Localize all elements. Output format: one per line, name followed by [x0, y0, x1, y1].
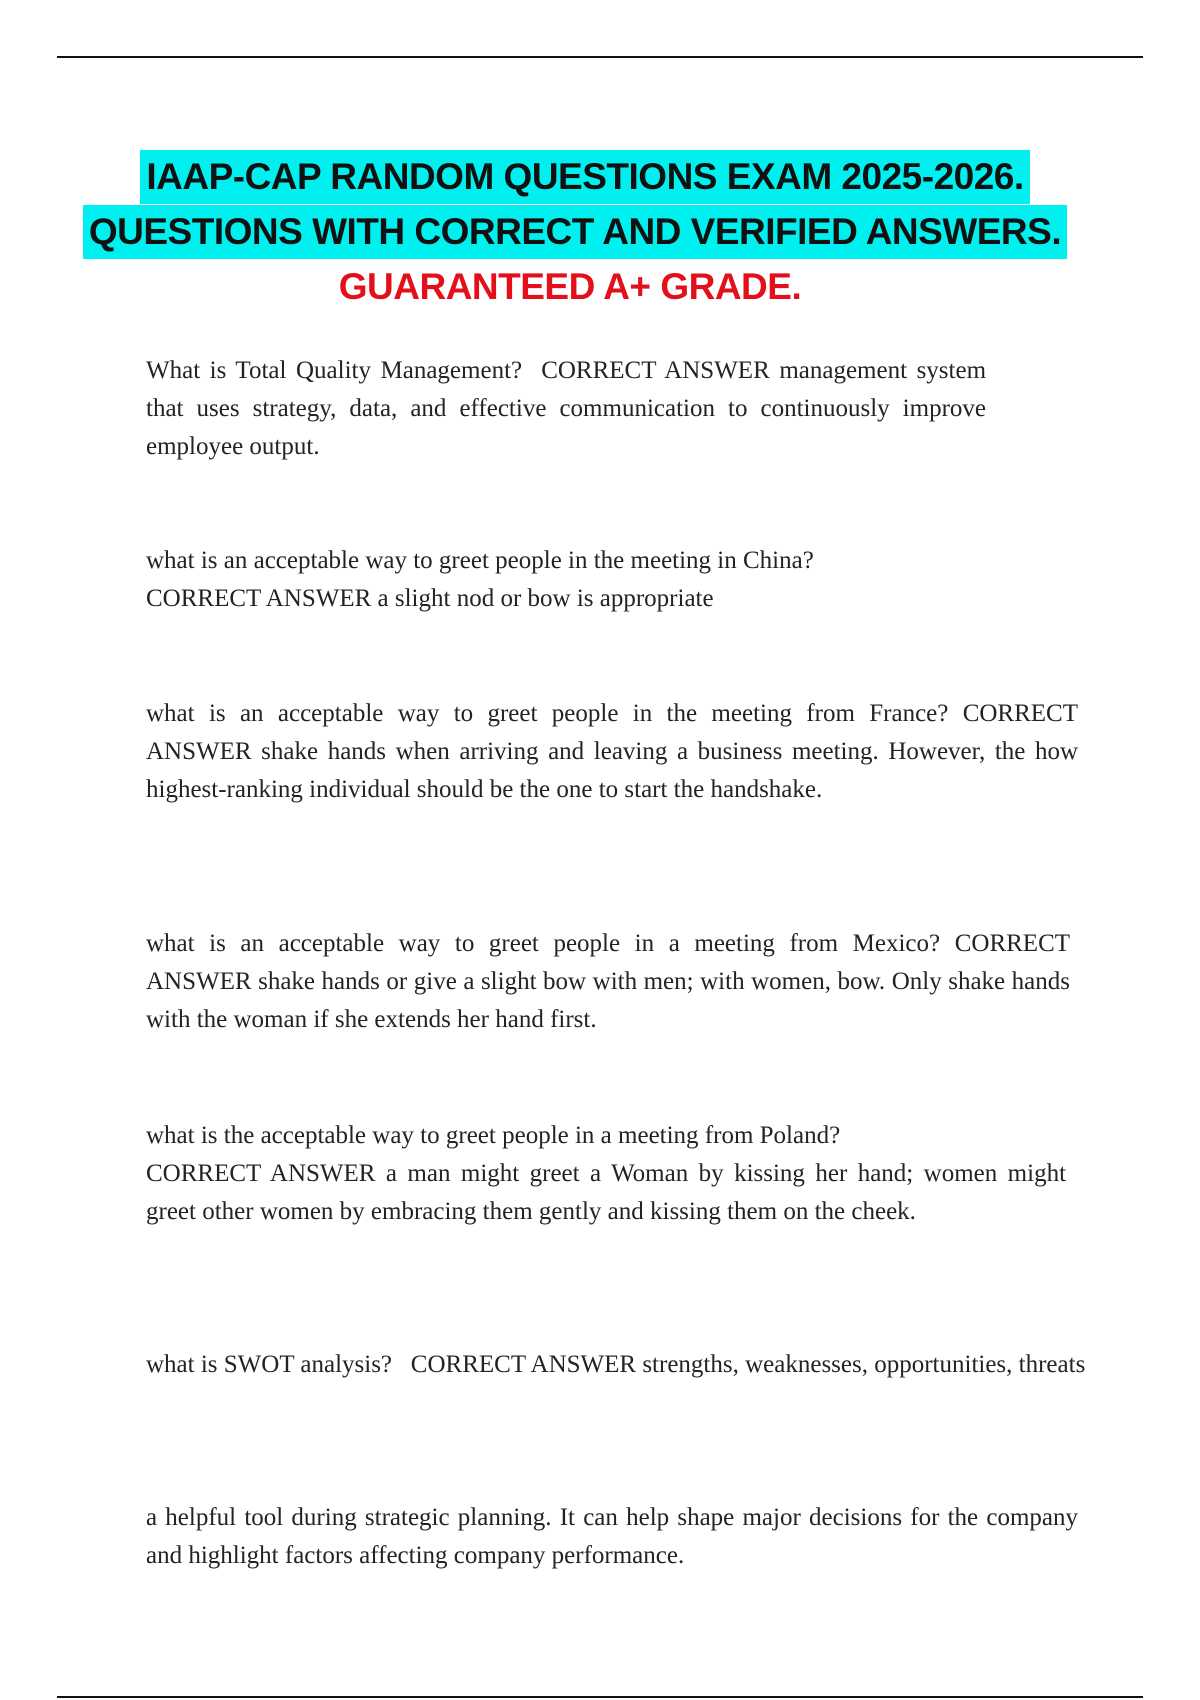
qa-item — [146, 352, 986, 466]
closing-paragraph: a helpful tool during strategic planning. It can help shape major decisions for the company and highlight factors affecting company performance. — [146, 1504, 1078, 1569]
qa-item — [146, 1346, 1102, 1384]
title-line-2: QUESTIONS WITH CORRECT AND VERIFIED ANSWERS. — [83, 205, 1067, 259]
answer-text: shake hands or give a slight bow with men; with women, bow. Only shake hands with the woman if she extends her hand first. — [146, 968, 1071, 1033]
question-text: what is an acceptable way to greet people in the meeting in China? — [146, 547, 814, 574]
qa-item — [146, 1117, 1066, 1231]
answer-marker: CORRECT ANSWER — [146, 585, 372, 612]
answer-text: strengths, weaknesses, opportunities, threats — [642, 1351, 1086, 1378]
bottom-rule — [57, 1696, 1143, 1698]
question-text: What is Total Quality Management? — [146, 357, 523, 384]
title-line-3: GUARANTEED A+ GRADE. — [338, 266, 802, 307]
question-text: what is SWOT analysis? — [146, 1351, 393, 1378]
answer-text: a slight nod or bow is appropriate — [377, 585, 714, 612]
top-rule — [57, 56, 1143, 58]
answer-text: management system that uses strategy, data, and effective communication to continuously improve employee output. — [146, 357, 987, 460]
answer-marker: CORRECT ANSWER — [410, 1351, 637, 1378]
qa-item — [146, 695, 1078, 809]
answer-marker: CORRECT ANSWER — [146, 1160, 376, 1187]
qa-item — [146, 925, 1070, 1039]
question-text: what is an acceptable way to greet people in a meeting from Mexico? — [146, 930, 941, 957]
title-line-1: IAAP-CAP RANDOM QUESTIONS EXAM 2025-2026. — [140, 150, 1029, 204]
question-text: what is an acceptable way to greet people in the meeting from France? — [146, 700, 949, 727]
answer-marker: CORRECT ANSWER — [146, 930, 1071, 995]
qa-item — [146, 542, 966, 618]
document-title — [0, 150, 1200, 315]
answer-text: shake hands when arriving and leaving a business meeting. However, the how highest-ranking individual should be the one to start the handshake. — [146, 738, 1079, 803]
answer-marker: CORRECT ANSWER — [541, 357, 770, 384]
question-text: what is the acceptable way to greet people in a meeting from Poland? — [146, 1122, 841, 1149]
answer-marker: CORRECT ANSWER — [146, 700, 1078, 765]
answer-text: a man might greet a Woman by kissing her hand; women might greet other women by embracing them gently and kissing them on the cheek. — [146, 1160, 1067, 1225]
